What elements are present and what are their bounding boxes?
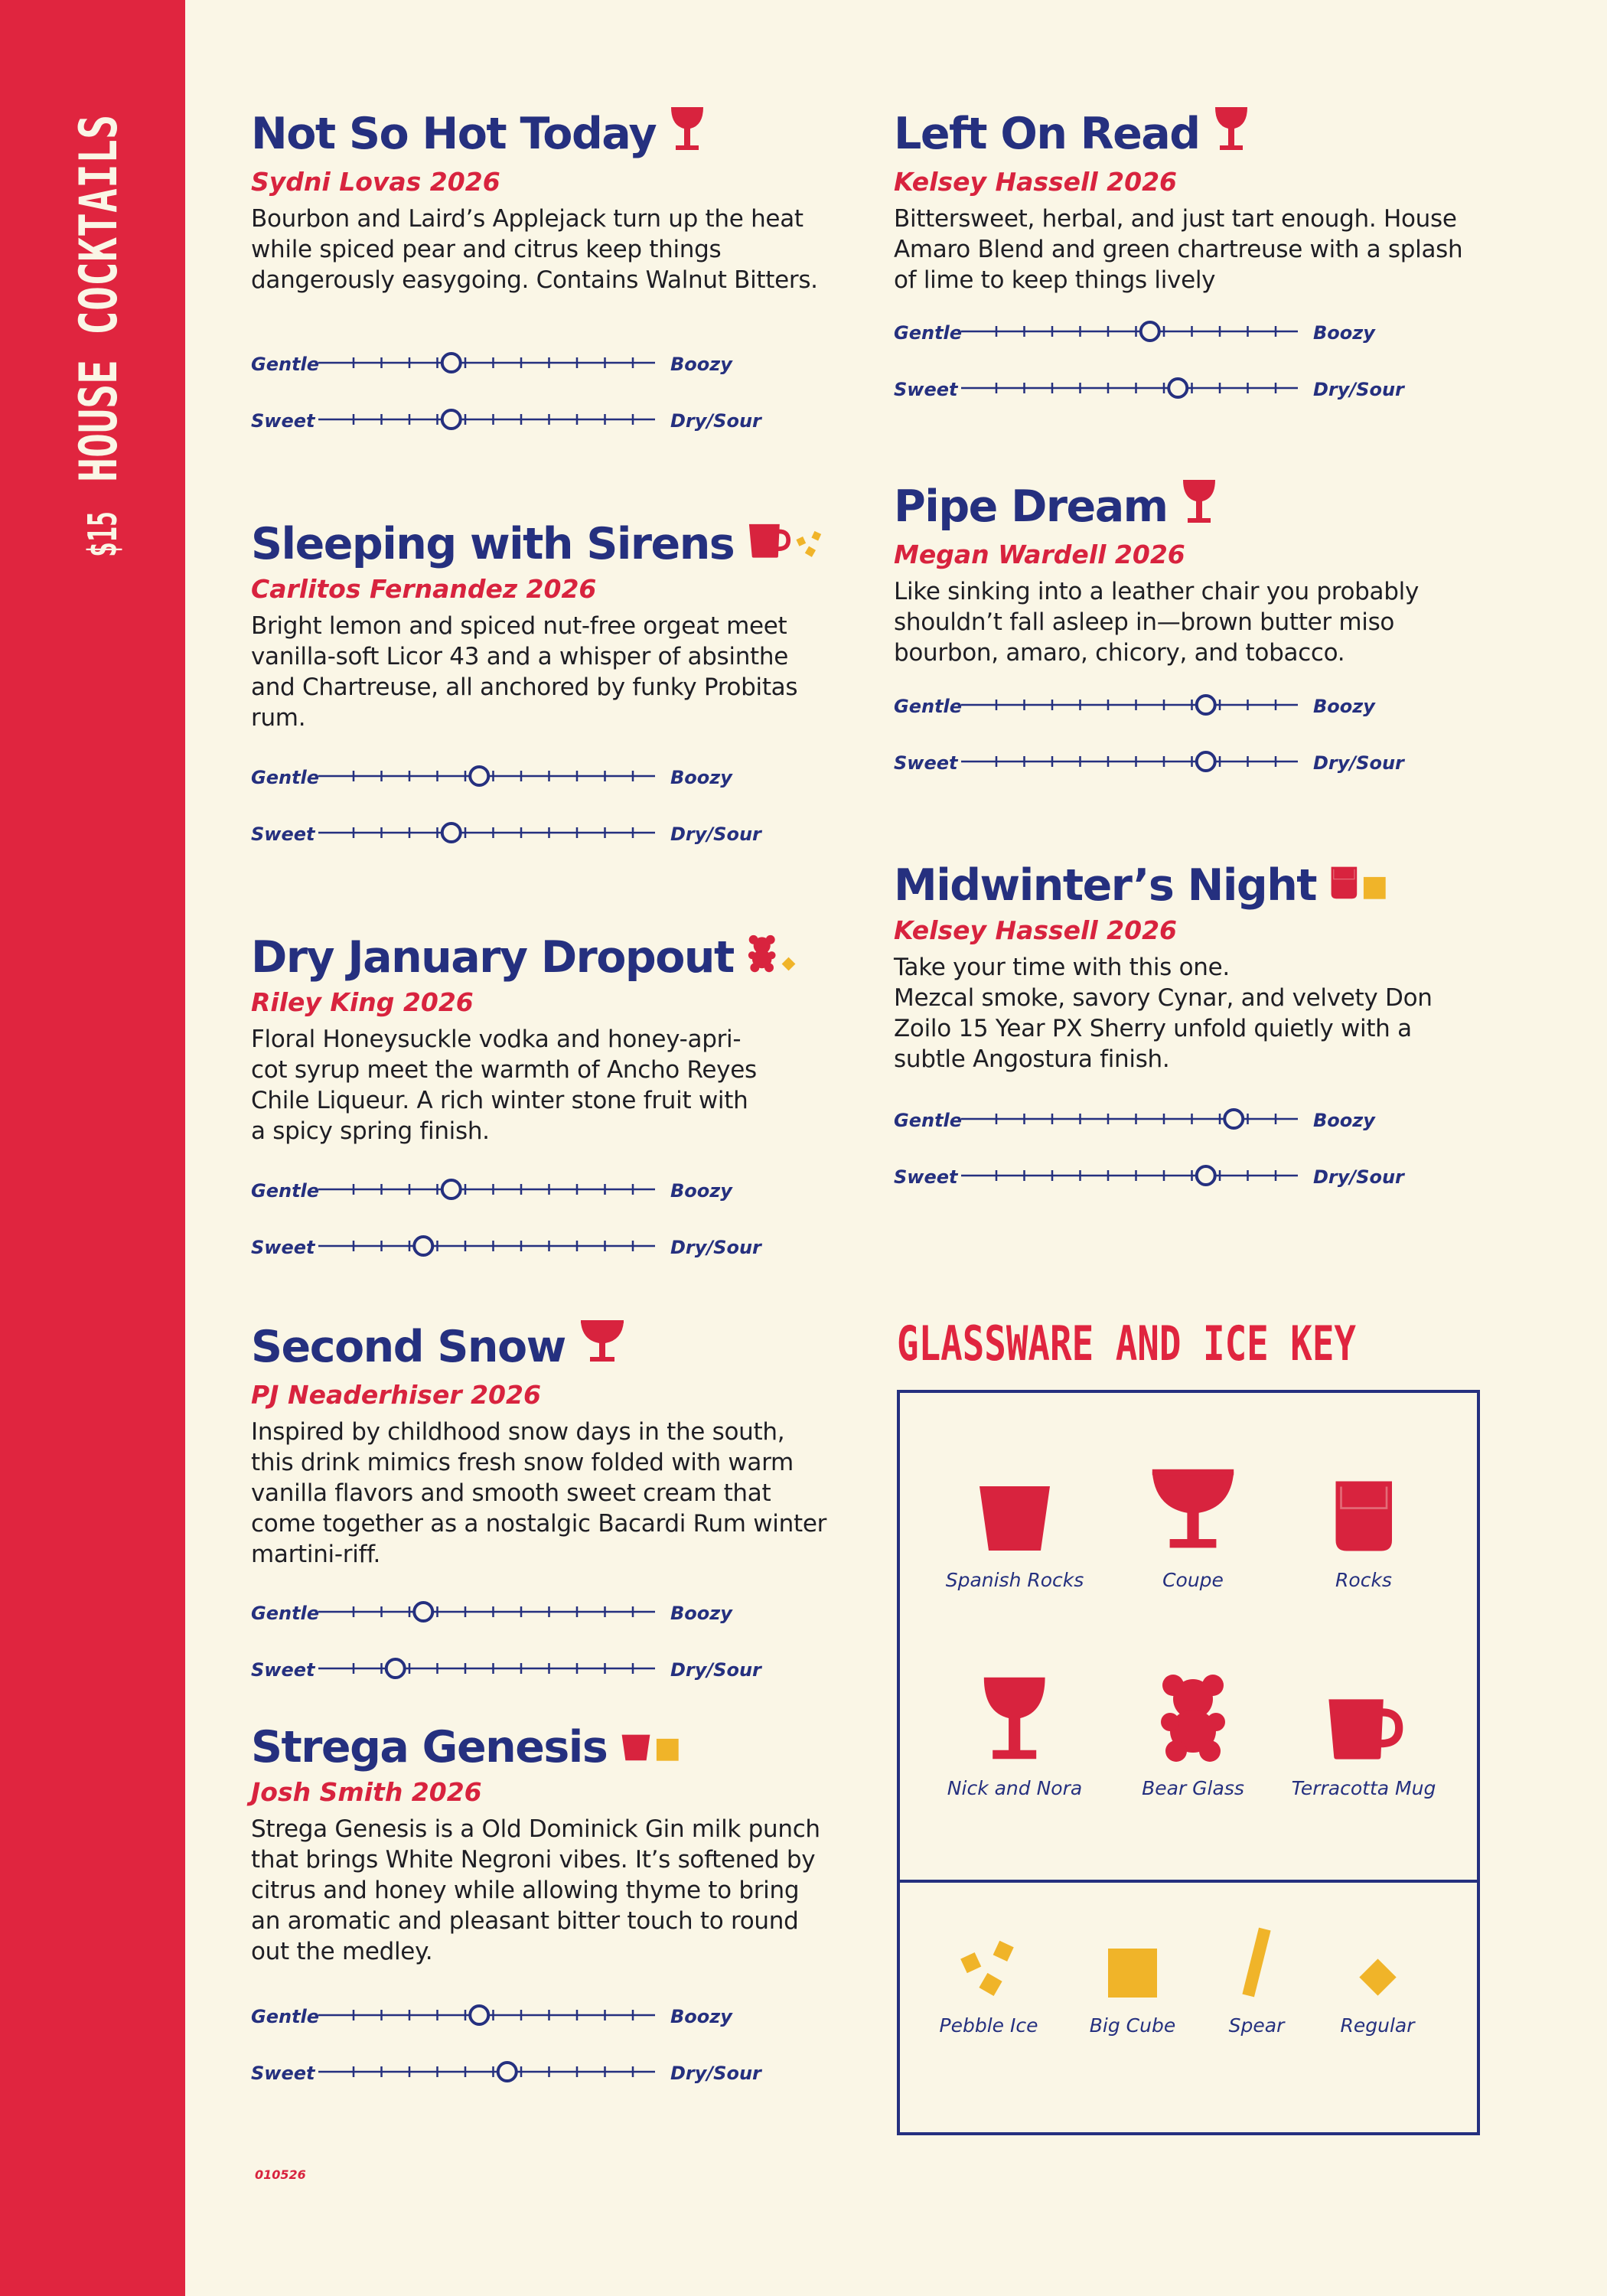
boozy-label: Boozy <box>1313 1110 1375 1131</box>
cocktail-icons <box>748 519 825 569</box>
gentle-label: Gentle <box>894 322 963 344</box>
sweet-label: Sweet <box>251 1237 315 1258</box>
cocktail-description <box>251 1024 833 1146</box>
sweet-dry-track <box>961 368 1305 406</box>
nick-and-nora-icon <box>670 106 705 162</box>
cocktail-title <box>251 519 833 569</box>
gentle-boozy-knob <box>1141 322 1159 341</box>
gentle-boozy-knob <box>442 354 461 372</box>
key-ice-item <box>1301 1923 1454 2037</box>
cocktail-title <box>894 860 1475 911</box>
dry-label: Dry/Sour <box>1313 379 1404 400</box>
sweet-label: Sweet <box>251 1659 315 1681</box>
key-title <box>895 1313 1370 1377</box>
cocktail-icons <box>621 1722 680 1773</box>
gentle-label: Gentle <box>251 354 320 375</box>
boozy-label: Boozy <box>670 354 732 375</box>
sweet-dry-scale <box>251 1226 833 1283</box>
price <box>70 485 126 566</box>
dry-label: Dry/Sour <box>670 1237 761 1258</box>
cocktail-card <box>251 1319 833 1570</box>
key-glass-item <box>1272 1670 1455 1799</box>
gentle-boozy-scale <box>894 311 1475 368</box>
cocktail-description: Bittersweet, herbal, and just tart enough. House Amaro Blend and green chartreuse with a splash of lime to keep things lively <box>894 205 1463 294</box>
key-glass-item <box>1101 1462 1285 1591</box>
dry-label: Dry/Sour <box>670 2063 761 2084</box>
flavor-scales <box>894 311 1475 425</box>
pebble-ice-icon <box>912 1923 1065 1999</box>
sweet-dry-track <box>961 1156 1305 1194</box>
dry-label: Dry/Sour <box>670 410 761 432</box>
flavor-scales <box>251 1592 833 1705</box>
price-text: $15 <box>80 485 126 557</box>
cocktail-description: Strega Genesis is a Old Dominick Gin milk punch that brings White Negroni vibes. It’s softened by citrus and honey while allowing thyme to bring an aromatic and pleasant bitter touch to round out the medley. <box>251 1815 820 1965</box>
cocktail-description: Bourbon and Laird’s Applejack turn up the heat while spiced pear and citrus keep things dangerously easygoing. Contains Walnut Bitters. <box>251 205 818 294</box>
rocks-icon <box>1330 860 1358 911</box>
gentle-boozy-track <box>961 1099 1305 1137</box>
sweet-dry-knob <box>1197 1166 1215 1185</box>
rocks-icon <box>1272 1462 1455 1554</box>
cocktail-description: Inspired by childhood snow days in the south, this drink mimics fresh snow folded with warm vanilla flavors and smooth sweet cream that come together as a nostalgic Bacardi Rum winter martini-riff. <box>251 1418 827 1568</box>
key-glass-item <box>1272 1462 1455 1591</box>
sweet-dry-track <box>318 400 663 438</box>
gentle-boozy-scale <box>251 1169 833 1226</box>
sweet-label: Sweet <box>894 752 958 774</box>
gentle-boozy-scale <box>894 1099 1475 1156</box>
gentle-boozy-scale <box>251 343 833 400</box>
flavor-scales <box>251 1169 833 1283</box>
boozy-label: Boozy <box>1313 322 1375 344</box>
section-title-text: HOUSE COCKTAILS <box>69 11 129 482</box>
glassware-ice-key <box>897 1390 1480 2135</box>
cocktail-title <box>251 1722 833 1773</box>
sweet-label: Sweet <box>251 823 315 845</box>
cocktail-author: Riley King 2026 <box>251 987 474 1017</box>
cocktail-card <box>251 932 833 1146</box>
sweet-dry-track <box>318 813 663 851</box>
gentle-label: Gentle <box>894 1110 963 1131</box>
gentle-label: Gentle <box>251 1603 320 1624</box>
key-glass-item <box>923 1462 1107 1591</box>
cocktail-title <box>251 106 833 162</box>
gentle-label: Gentle <box>251 2006 320 2027</box>
sweet-dry-knob <box>1169 379 1187 397</box>
cocktail-card <box>251 106 833 295</box>
cocktail-author: Kelsey Hassell 2026 <box>894 915 1177 945</box>
nick-and-nora-icon <box>1214 106 1249 162</box>
big-cube-ice-icon <box>656 1722 680 1773</box>
gentle-boozy-track <box>961 311 1305 350</box>
key-ice-item <box>912 1923 1065 2037</box>
sweet-dry-scale <box>251 400 833 456</box>
flavor-scales <box>894 1099 1475 1212</box>
gentle-boozy-knob <box>442 1180 461 1199</box>
cocktail-icons <box>748 932 797 983</box>
spanish-rocks-icon <box>923 1462 1107 1554</box>
footer-code: 010526 <box>255 2167 306 2182</box>
sidebar <box>0 0 185 2296</box>
key-ice-label: Spear <box>1228 2014 1285 2037</box>
sweet-dry-scale <box>251 1649 833 1705</box>
gentle-boozy-track <box>318 756 663 794</box>
cocktail-title <box>894 106 1475 162</box>
boozy-label: Boozy <box>1313 696 1375 717</box>
gentle-boozy-knob <box>1197 696 1215 714</box>
description-line: Floral Honeysuckle vodka and honey-apri- <box>251 1026 742 1053</box>
cocktail-card <box>894 478 1475 668</box>
flavor-scales <box>251 1995 833 2108</box>
cocktail-title-text: Midwinter’s Night <box>894 860 1317 911</box>
key-glass-label: Bear Glass <box>1142 1777 1244 1799</box>
sweet-dry-knob <box>442 410 461 429</box>
cocktail-description: Like sinking into a leather chair you probably shouldn’t fall asleep in—brown butter miso bourbon, amaro, chicory, and tobacco. <box>894 578 1419 667</box>
cocktail-title <box>251 932 833 983</box>
flavor-scales <box>251 756 833 869</box>
sweet-label: Sweet <box>251 410 315 432</box>
description-line: a spicy spring finish. <box>251 1117 490 1145</box>
key-glass-label: Coupe <box>1162 1569 1224 1591</box>
cocktail-author: Sydni Lovas 2026 <box>251 167 500 197</box>
gentle-boozy-scale <box>251 1592 833 1649</box>
cocktail-card <box>251 1722 833 1967</box>
boozy-label: Boozy <box>670 1603 732 1624</box>
bear-glass-icon <box>748 932 776 983</box>
cocktail-title-text: Left On Read <box>894 109 1200 159</box>
sweet-dry-knob <box>1197 752 1215 771</box>
pebble-ice-icon <box>794 519 825 569</box>
terracotta-mug-icon <box>1272 1670 1455 1762</box>
dry-label: Dry/Sour <box>670 823 761 845</box>
key-glass-label: Nick and Nora <box>947 1777 1083 1799</box>
nick-and-nora-icon <box>1182 478 1217 535</box>
gentle-boozy-knob <box>470 2006 488 2024</box>
sweet-dry-knob <box>442 823 461 842</box>
gentle-boozy-scale <box>894 685 1475 742</box>
cocktail-title-text: Strega Genesis <box>251 1722 608 1773</box>
gentle-boozy-track <box>318 1169 663 1208</box>
sweet-dry-track <box>961 742 1305 780</box>
key-ice-label: Regular <box>1340 2014 1415 2037</box>
gentle-label: Gentle <box>251 767 320 788</box>
sweet-dry-knob <box>414 1237 432 1255</box>
key-title-text: GLASSWARE AND ICE KEY <box>897 1316 1357 1371</box>
key-ice-label: Big Cube <box>1089 2014 1176 2037</box>
key-ice-label: Pebble Ice <box>939 2014 1038 2037</box>
gentle-boozy-track <box>318 1592 663 1630</box>
boozy-label: Boozy <box>670 2006 732 2027</box>
cocktail-description: Bright lemon and spiced nut-free orgeat meet vanilla-soft Licor 43 and a whisper of absinthe and Chartreuse, all anchored by funky Probitas rum. <box>251 612 798 732</box>
cocktail-title <box>251 1319 833 1375</box>
gentle-boozy-scale <box>251 756 833 813</box>
flavor-scales <box>251 343 833 456</box>
cocktail-author: PJ Neaderhiser 2026 <box>251 1380 541 1410</box>
cocktail-author: Kelsey Hassell 2026 <box>894 167 1177 197</box>
gentle-boozy-knob <box>414 1603 432 1621</box>
cocktail-card <box>251 519 833 733</box>
cocktail-title <box>894 478 1475 535</box>
cocktail-description: Take your time with this one. Mezcal smoke, savory Cynar, and velvety Don Zoilo 15 Year PX Sherry unfold quietly with a subtle Angostura finish. <box>894 954 1433 1073</box>
cocktail-title-text: Dry January Dropout <box>251 932 734 983</box>
key-glass-label: Rocks <box>1335 1569 1392 1591</box>
sweet-dry-scale <box>894 368 1475 425</box>
terracotta-mug-icon <box>748 519 790 569</box>
cocktail-card <box>894 860 1475 1075</box>
cocktail-author: Carlitos Fernandez 2026 <box>251 574 597 604</box>
gentle-boozy-knob <box>1224 1110 1243 1128</box>
regular-ice-icon <box>1301 1923 1454 1999</box>
key-glass-item <box>1101 1670 1285 1799</box>
dry-label: Dry/Sour <box>670 1659 761 1681</box>
cocktail-icons <box>1330 860 1386 911</box>
dry-label: Dry/Sour <box>1313 752 1404 774</box>
sweet-dry-scale <box>894 1156 1475 1212</box>
cocktail-icons <box>1214 106 1249 162</box>
sweet-dry-track <box>318 1649 663 1687</box>
sweet-dry-scale <box>251 813 833 869</box>
sweet-dry-track <box>318 2052 663 2090</box>
dry-label: Dry/Sour <box>1313 1166 1404 1188</box>
gentle-boozy-knob <box>470 767 488 785</box>
coupe-icon <box>579 1319 625 1375</box>
sweet-dry-knob <box>386 1659 405 1678</box>
nick-and-nora-icon <box>923 1670 1107 1762</box>
cocktail-author: Megan Wardell 2026 <box>894 540 1185 569</box>
spanish-rocks-icon <box>621 1722 651 1773</box>
gentle-boozy-track <box>961 685 1305 723</box>
gentle-boozy-scale <box>251 1995 833 2052</box>
cocktail-author: Josh Smith 2026 <box>251 1777 482 1807</box>
sweet-dry-scale <box>251 2052 833 2108</box>
cocktail-card <box>894 106 1475 295</box>
key-divider <box>900 1880 1477 1883</box>
key-glass-label: Terracotta Mug <box>1291 1777 1436 1799</box>
bear-glass-icon <box>1101 1670 1285 1762</box>
gentle-boozy-track <box>318 1995 663 2033</box>
cocktail-icons <box>670 106 705 162</box>
cocktail-icons <box>1182 478 1217 535</box>
sweet-dry-scale <box>894 742 1475 798</box>
boozy-label: Boozy <box>670 767 732 788</box>
cocktail-title-text: Sleeping with Sirens <box>251 519 735 569</box>
cocktail-icons <box>579 1319 625 1375</box>
gentle-boozy-track <box>318 343 663 381</box>
sweet-label: Sweet <box>894 1166 958 1188</box>
coupe-icon <box>1101 1462 1285 1554</box>
big-cube-ice-icon <box>1363 860 1387 911</box>
sweet-label: Sweet <box>894 379 958 400</box>
cocktail-title-text: Pipe Dream <box>894 481 1168 532</box>
section-title <box>69 11 129 543</box>
flavor-scales <box>894 685 1475 798</box>
description-line: cot syrup meet the warmth of Ancho Reyes <box>251 1056 757 1084</box>
description-line: Chile Liqueur. A rich winter stone fruit with <box>251 1087 748 1114</box>
sweet-dry-track <box>318 1226 663 1264</box>
key-glass-label: Spanish Rocks <box>945 1569 1084 1591</box>
cocktail-title-text: Not So Hot Today <box>251 109 657 159</box>
gentle-label: Gentle <box>251 1180 320 1202</box>
sweet-dry-knob <box>498 2063 517 2081</box>
gentle-label: Gentle <box>894 696 963 717</box>
regular-ice-icon <box>781 932 797 983</box>
cocktail-title-text: Second Snow <box>251 1322 566 1372</box>
key-glass-item <box>923 1670 1107 1799</box>
boozy-label: Boozy <box>670 1180 732 1202</box>
sweet-label: Sweet <box>251 2063 315 2084</box>
